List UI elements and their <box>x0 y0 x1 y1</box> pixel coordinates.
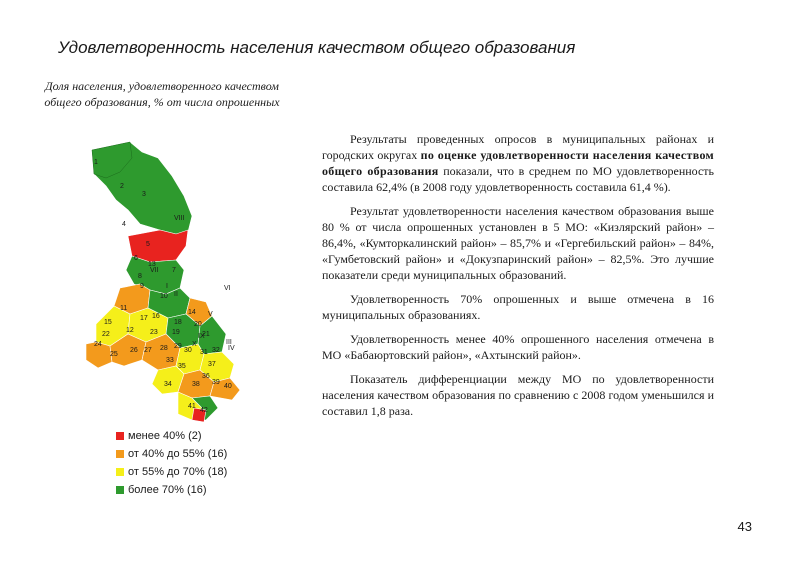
svg-text:X: X <box>192 341 197 348</box>
body-text <box>322 131 714 427</box>
legend-swatch-green <box>116 486 124 494</box>
svg-text:8: 8 <box>138 273 142 280</box>
svg-text:41: 41 <box>188 403 196 410</box>
legend-label: от 55% до 70% (18) <box>128 466 228 478</box>
page-number: 43 <box>737 519 752 534</box>
svg-text:25: 25 <box>110 351 118 358</box>
svg-text:37: 37 <box>208 361 216 368</box>
legend-swatch-orange <box>116 450 124 458</box>
legend-label: от 40% до 55% (16) <box>128 448 228 460</box>
legend-swatch-yellow <box>116 468 124 476</box>
paragraph: Удовлетворенность менее 40% опрошенного населения отмечена в МО «Бабаюртовский район», «Ахтынский район». <box>322 332 714 362</box>
svg-text:20: 20 <box>194 321 202 328</box>
paragraph: Результаты проведенных опросов в муниципальных районах и городских округах по оценке удовлетворенности населения качеством общего образования показали, что в среднем по МО удовлетворенность составила 62,4% (в 2008 году удовлетворенность составила 61,4 %). <box>322 132 714 194</box>
svg-text:33: 33 <box>166 357 174 364</box>
svg-text:10: 10 <box>160 293 168 300</box>
svg-text:29: 29 <box>174 343 182 350</box>
paragraph: Результат удовлетворенности населения качеством образования выше 80 % от числа опрошенных установлен в 5 МО: «Кизлярский район» – 86,4%, «Кумторкалинский район» – 85,7% и «Гергебильский район» – 84%, «Гумбетовский район» и «Докузпаринский район» – 82,5%. Это лучшие показатели среди муниципальных образований. <box>322 204 714 282</box>
svg-text:VIII: VIII <box>174 215 185 222</box>
svg-text:28: 28 <box>160 345 168 352</box>
svg-text:40: 40 <box>224 383 232 390</box>
svg-text:9: 9 <box>140 283 144 290</box>
legend-item <box>116 482 227 498</box>
svg-text:30: 30 <box>184 347 192 354</box>
svg-text:IV: IV <box>228 345 235 352</box>
svg-text:3: 3 <box>142 191 146 198</box>
legend-item <box>116 464 227 480</box>
svg-text:IX: IX <box>198 333 205 340</box>
svg-text:27: 27 <box>144 347 152 354</box>
svg-text:23: 23 <box>150 329 158 336</box>
svg-text:35: 35 <box>178 363 186 370</box>
legend-label: более 70% (16) <box>128 484 207 496</box>
svg-text:31: 31 <box>200 349 208 356</box>
legend-swatch-red <box>116 432 124 440</box>
svg-text:12: 12 <box>126 327 134 334</box>
svg-text:22: 22 <box>102 331 110 338</box>
svg-text:32: 32 <box>212 347 220 354</box>
svg-text:26: 26 <box>130 347 138 354</box>
svg-text:34: 34 <box>164 381 172 388</box>
svg-text:1: 1 <box>94 159 98 166</box>
svg-text:24: 24 <box>94 341 102 348</box>
svg-text:17: 17 <box>140 315 148 322</box>
svg-text:I: I <box>166 283 168 290</box>
svg-text:7: 7 <box>172 267 176 274</box>
svg-text:11: 11 <box>120 305 128 312</box>
svg-text:18: 18 <box>174 319 182 326</box>
svg-text:21: 21 <box>202 331 210 338</box>
svg-text:38: 38 <box>192 381 200 388</box>
paragraph: Показатель дифференциации между МО по удовлетворенности населения качеством образования по сравнению с 2008 годом уменьшился и составил 1,8 раза. <box>322 372 714 418</box>
svg-text:III: III <box>226 339 232 346</box>
svg-text:2: 2 <box>120 183 124 190</box>
svg-text:VII: VII <box>150 267 159 274</box>
svg-text:15: 15 <box>104 319 112 326</box>
legend-item <box>116 446 227 462</box>
svg-text:39: 39 <box>212 379 220 386</box>
dagestan-map <box>80 138 270 428</box>
svg-text:5: 5 <box>146 241 150 248</box>
svg-text:42: 42 <box>200 407 208 414</box>
legend-label: менее 40% (2) <box>128 430 202 442</box>
svg-text:14: 14 <box>188 309 196 316</box>
svg-text:V: V <box>208 311 213 318</box>
svg-text:19: 19 <box>172 329 180 336</box>
paragraph: Удовлетворенность 70% опрошенных и выше отмечена в 16 муниципальных образованиях. <box>322 292 714 322</box>
svg-text:13: 13 <box>148 261 156 268</box>
map-caption: Доля населения, удовлетворенного качеством общего образования, % от числа опрошенных <box>44 79 280 109</box>
slide-title: Удовлетворенность населения качеством общего образования <box>58 38 576 57</box>
svg-text:II: II <box>174 291 178 298</box>
svg-text:VI: VI <box>224 285 231 292</box>
svg-text:36: 36 <box>202 373 210 380</box>
svg-text:4: 4 <box>122 221 126 228</box>
svg-text:6: 6 <box>134 255 138 262</box>
map-legend <box>116 428 227 500</box>
svg-text:16: 16 <box>152 313 160 320</box>
legend-item <box>116 428 227 444</box>
